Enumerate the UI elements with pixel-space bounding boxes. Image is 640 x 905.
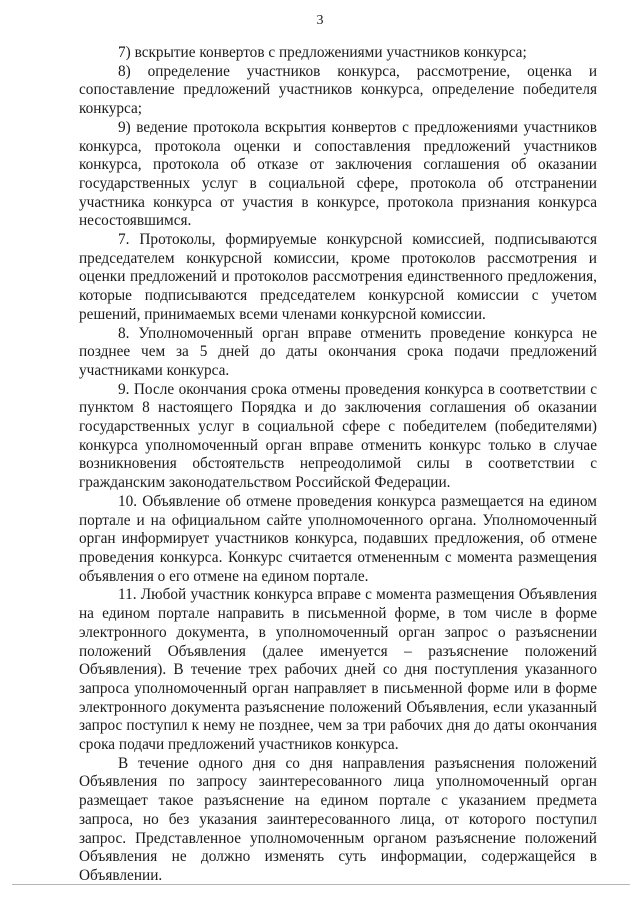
paragraph-clause-11: 11. Любой участник конкурса вправе с момента размещения Объявления на едином портале направить в письменной форме, в том числе в форме электронного документа, в уполномоченный орган запрос о разъяснении положений Объявления (далее именуется – разъяснение положений Объявления). В течение трех рабочих дней со дня поступления указанного запроса уполномоченный орган направляет в письменной форме или в форме электронного документа разъяснение положений Объявления, если указанный запрос поступил к нему не позднее, чем за три рабочих дня до даты окончания срока подачи предложений участников конкурса.	[79, 586, 597, 754]
paragraph-item-9: 9) ведение протокола вскрытия конвертов с предложениями участников конкурса, протокола оценки и сопоставления предложений участников конкурса, протокола об отказе от заключения соглашения об оказании государственных услуг в социальной сфере, протокола об отстранении участника конкурса от участия в конкурсе, протокола признания конкурса несостоявшимся.	[79, 118, 597, 230]
paragraph-item-8: 8) определение участников конкурса, рассмотрение, оценка и сопоставление предложений участников конкурса, определение победителя конкурса;	[79, 62, 597, 118]
paragraph-clause-10: 10. Объявление об отмене проведения конкурса размещается на едином портале и на официальном сайте уполномоченного органа. Уполномоченный орган информирует участников конкурса, подавших предложения, об отмене проведения конкурса. Конкурс считается отмененным с момента размещения объявления о его отмене на едином портале.	[79, 492, 597, 585]
paragraph-clause-7: 7. Протоколы, формируемые конкурсной комиссией, подписываются председателем конкурсной комиссии, кроме протоколов рассмотрения и оценки предложений и протоколов рассмотрения единственного предложения, которые подписываются председателем конкурсной комиссии с учетом решений, принимаемых всеми членами конкурсной комиссии.	[79, 231, 597, 323]
paragraph-item-7: 7) вскрытие конвертов с предложениями участников конкурса;	[118, 44, 527, 61]
document-body	[79, 44, 597, 886]
paragraph-clause-8: 8. Уполномоченный орган вправе отменить проведение конкурса не позднее чем за 5 дней до даты окончания срока подачи предложений участниками конкурса.	[79, 324, 597, 379]
paragraph-clause-9: 9. После окончания срока отмены проведения конкурса в соответствии с пунктом 8 настоящего Порядка и до заключения соглашения об оказании государственных услуг в социальной сфере с победителем (победителями) конкурса уполномоченный орган вправе отменить конкурс только в случае возникновения обстоятельств непреодолимой силы в соответствии с гражданским законодательством Российской Федерации.	[79, 380, 597, 492]
paragraph-clarification-publication: В течение одного дня со дня направления разъяснения положений Объявления по запросу заинтересованного лица уполномоченный орган размещает такое разъяснение на едином портале с указанием предмета запроса, но без указания заинтересованного лица, от которого поступил запрос. Представленное уполномоченным органом разъяснение положений Объявления не должно изменять суть информации, содержащейся в Объявлении.	[79, 754, 597, 884]
page-number: 3	[316, 13, 324, 28]
bottom-divider	[12, 884, 630, 885]
